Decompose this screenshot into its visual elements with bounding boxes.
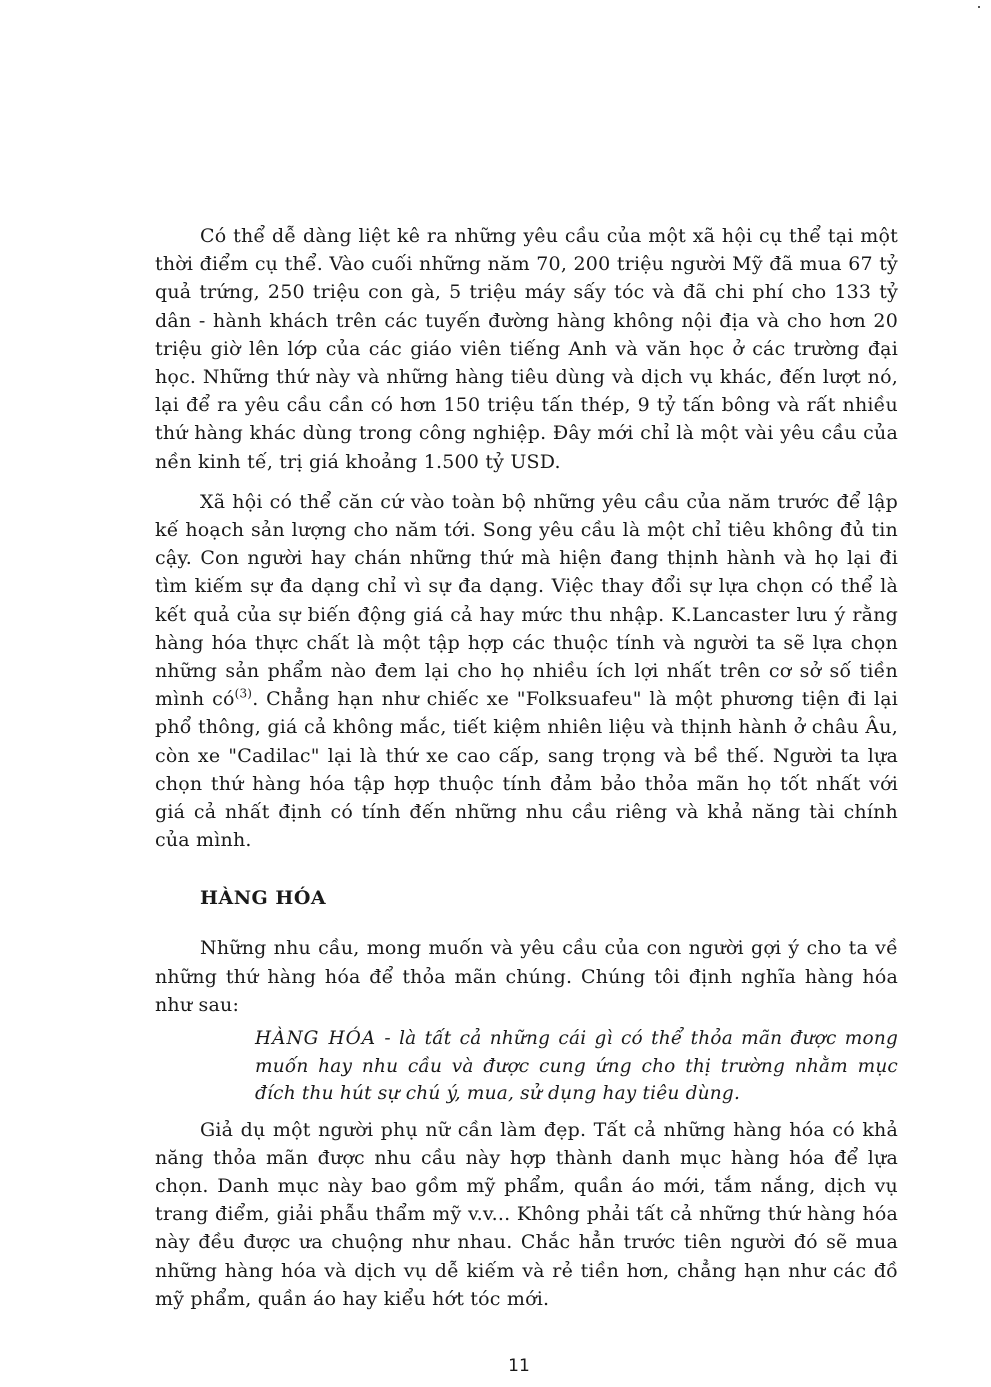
definition-term: HÀNG HÓA <box>255 1028 377 1050</box>
definition-text: - là tất cả những cái gì có thể thỏa mãn được mong muốn hay nhu cầu và được cung ứng cho thị trường nhằm mục đích thu hút sự chú ý, mua, sử dụng hay tiêu dùng. <box>255 1028 899 1105</box>
paragraph-4: Giả dụ một người phụ nữ cần làm đẹp. Tất cả những hàng hóa có khả năng thỏa mãn được nhu cầu này hợp thành danh mục hàng hóa để lựa chọn. Danh mục này bao gồm mỹ phẩm, quần áo mới, tắm nắng, dịch vụ trang điểm, giải phẫu thẩm mỹ v.v... Không phải tất cả những thứ hàng hóa này đều được ưa chuộng như nhau. Chắc hẳn trước tiên người đó sẽ mua những hàng hóa và dịch vụ dễ kiếm và rẻ tiền hơn, chẳng hạn như các đồ mỹ phẩm, quần áo hay kiểu hớt tóc mới. <box>155 1118 898 1310</box>
definition-block <box>255 1025 898 1108</box>
footnote-reference: (3) <box>234 686 253 701</box>
paragraph-2 <box>155 488 898 855</box>
text-column <box>155 222 898 1313</box>
paragraph-2-text-b: . Chẳng hạn như chiếc xe "Folksuafeu" là một phương tiện đi lại phổ thông, giá cả không mắc, tiết kiệm nhiên liệu và thịnh hành ở châu Âu, còn xe "Cadilac" lại là thứ xe cao cấp, sang trọng và bề thế. Người ta lựa chọn thứ hàng hóa tập hợp thuộc tính đảm bảo thỏa mãn họ tốt nhất với giá cả nhất định có tính đến những nhu cầu riêng và khả năng tài chính của mình. <box>155 688 898 852</box>
scan-speck <box>978 6 980 8</box>
paragraph-1: Có thể dễ dàng liệt kê ra những yêu cầu của một xã hội cụ thể tại một thời điểm cụ thể. Vào cuối những năm 70, 200 triệu người Mỹ đã mua 67 tỷ quả trứng, 250 triệu con gà, 5 triệu máy sấy tóc và đã chi phí cho 133 tỷ dân - hành khách trên các tuyến đường hàng không nội địa và cho hơn 20 triệu giờ lên lớp của các giáo viên tiếng Anh và văn học ở các trường đại học. Những thứ này và những hàng tiêu dùng và dịch vụ khác, đến lượt nó, lại để ra yêu cầu cần có hơn 150 triệu tấn thép, 9 tỷ tấn bông và rất nhiều thứ hàng khác dùng trong công nghiệp. Đây mới chỉ là một vài yêu cầu của nền kinh tế, trị giá khoảng 1.500 tỷ USD. <box>155 225 898 473</box>
page-number: 11 <box>508 1356 530 1376</box>
paragraph-2-text-a: Xã hội có thể căn cứ vào toàn bộ những yêu cầu của năm trước để lập kế hoạch sản lượng cho năm tới. Song yêu cầu là một chỉ tiêu không đủ tin cậy. Con người hay chán những thứ mà hiện đang thịnh hành và họ lại đi tìm kiếm sự đa dạng chỉ vì sự đa dạng. Việc thay đổi sự lựa chọn có thể là kết quả của sự biến động giá cả hay mức thu nhập. K.Lancaster lưu ý rằng hàng hóa thực chất là một tập hợp các thuộc tính và người ta sẽ lựa chọn những sản phẩm nào đem lại cho họ nhiều ích lợi nhất trên cơ sở số tiền mình có <box>155 490 898 711</box>
paragraph-3: Những nhu cầu, mong muốn và yêu cầu của con người gợi ý cho ta về những thứ hàng hóa để thỏa mãn chúng. Chúng tôi định nghĩa hàng hóa như sau: <box>155 937 898 1016</box>
section-heading: HÀNG HÓA <box>200 887 327 910</box>
